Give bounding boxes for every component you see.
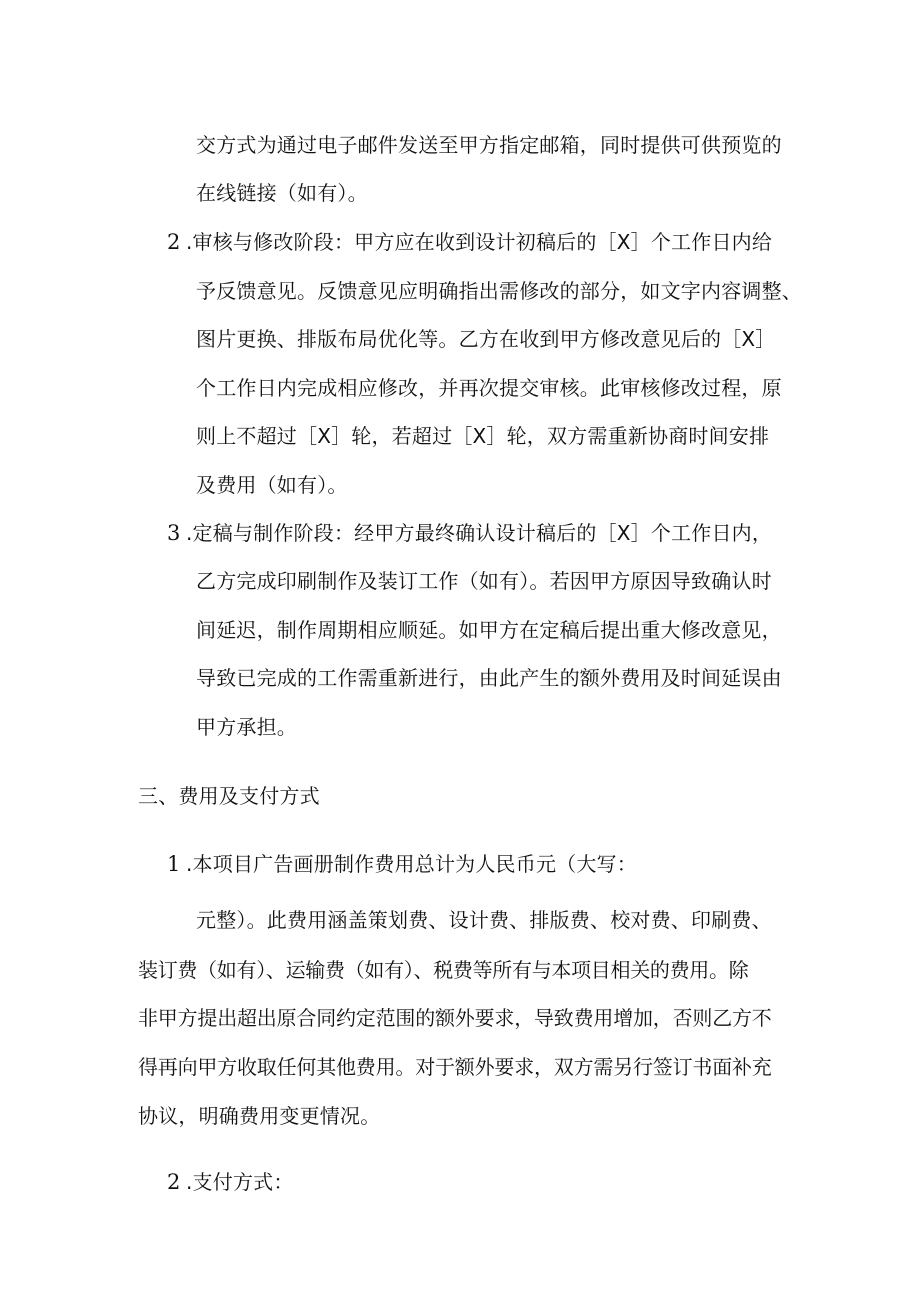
list-number: 3 (167, 521, 181, 545)
paragraph-line: 予反馈意见。反馈意见应明确指出需修改的部分，如文字内容调整、 (196, 279, 802, 303)
paragraph-line: 装订费（如有）、运输费（如有）、税费等所有与本项目相关的费用。除 (138, 958, 749, 982)
paragraph-line: .审核与修改阶段：甲方应在收到设计初稿后的［X］个工作日内给 (186, 230, 773, 254)
paragraph-line: 图片更换、排版布局优化等。乙方在收到甲方修改意见后的［X］ (196, 327, 776, 351)
paragraph-line: 协议，明确费用变更情况。 (138, 1104, 381, 1128)
paragraph-line: .支付方式： (186, 1170, 294, 1194)
paragraph-line: 交方式为通过电子邮件发送至甲方指定邮箱，同时提供可供预览的 (196, 133, 782, 157)
paragraph-line: 导致已完成的工作需重新进行，由此产生的额外费用及时间延误由 (196, 666, 782, 690)
paragraph-line: 间延迟，制作周期相应顺延。如甲方在定稿后提出重大修改意见， (196, 618, 782, 642)
paragraph-line: .本项目广告画册制作费用总计为人民币元（大写： (186, 852, 637, 876)
paragraph-line: .定稿与制作阶段：经甲方最终确认设计稿后的［X］个工作日内， (186, 521, 773, 545)
paragraph-line: 得再向甲方收取任何其他费用。对于额外要求，双方需另行签订书面补充 (138, 1055, 772, 1079)
paragraph-line: 元整）。此费用涵盖策划费、设计费、排版费、校对费、印刷费、 (196, 908, 772, 932)
list-number: 2 (167, 230, 181, 254)
paragraph-line: 甲方承担。 (196, 715, 297, 739)
section-heading: 三、费用及支付方式 (138, 784, 320, 808)
list-number: 1 (167, 852, 181, 876)
list-number: 2 (167, 1170, 181, 1194)
paragraph-line: 乙方完成印刷制作及装订工作（如有）。若因甲方原因导致确认时 (196, 569, 772, 593)
paragraph-line: 在线链接（如有）。 (196, 181, 368, 205)
paragraph-line: 非甲方提出超出原合同约定范围的额外要求，导致费用增加，否则乙方不 (138, 1006, 772, 1030)
paragraph-line: 及费用（如有）。 (196, 473, 348, 497)
paragraph-line: 则上不超过［X］轮，若超过［X］轮，双方需重新协商时间安排 (196, 424, 770, 448)
paragraph-line: 个工作日内完成相应修改，并再次提交审核。此审核修改过程，原 (196, 376, 782, 400)
